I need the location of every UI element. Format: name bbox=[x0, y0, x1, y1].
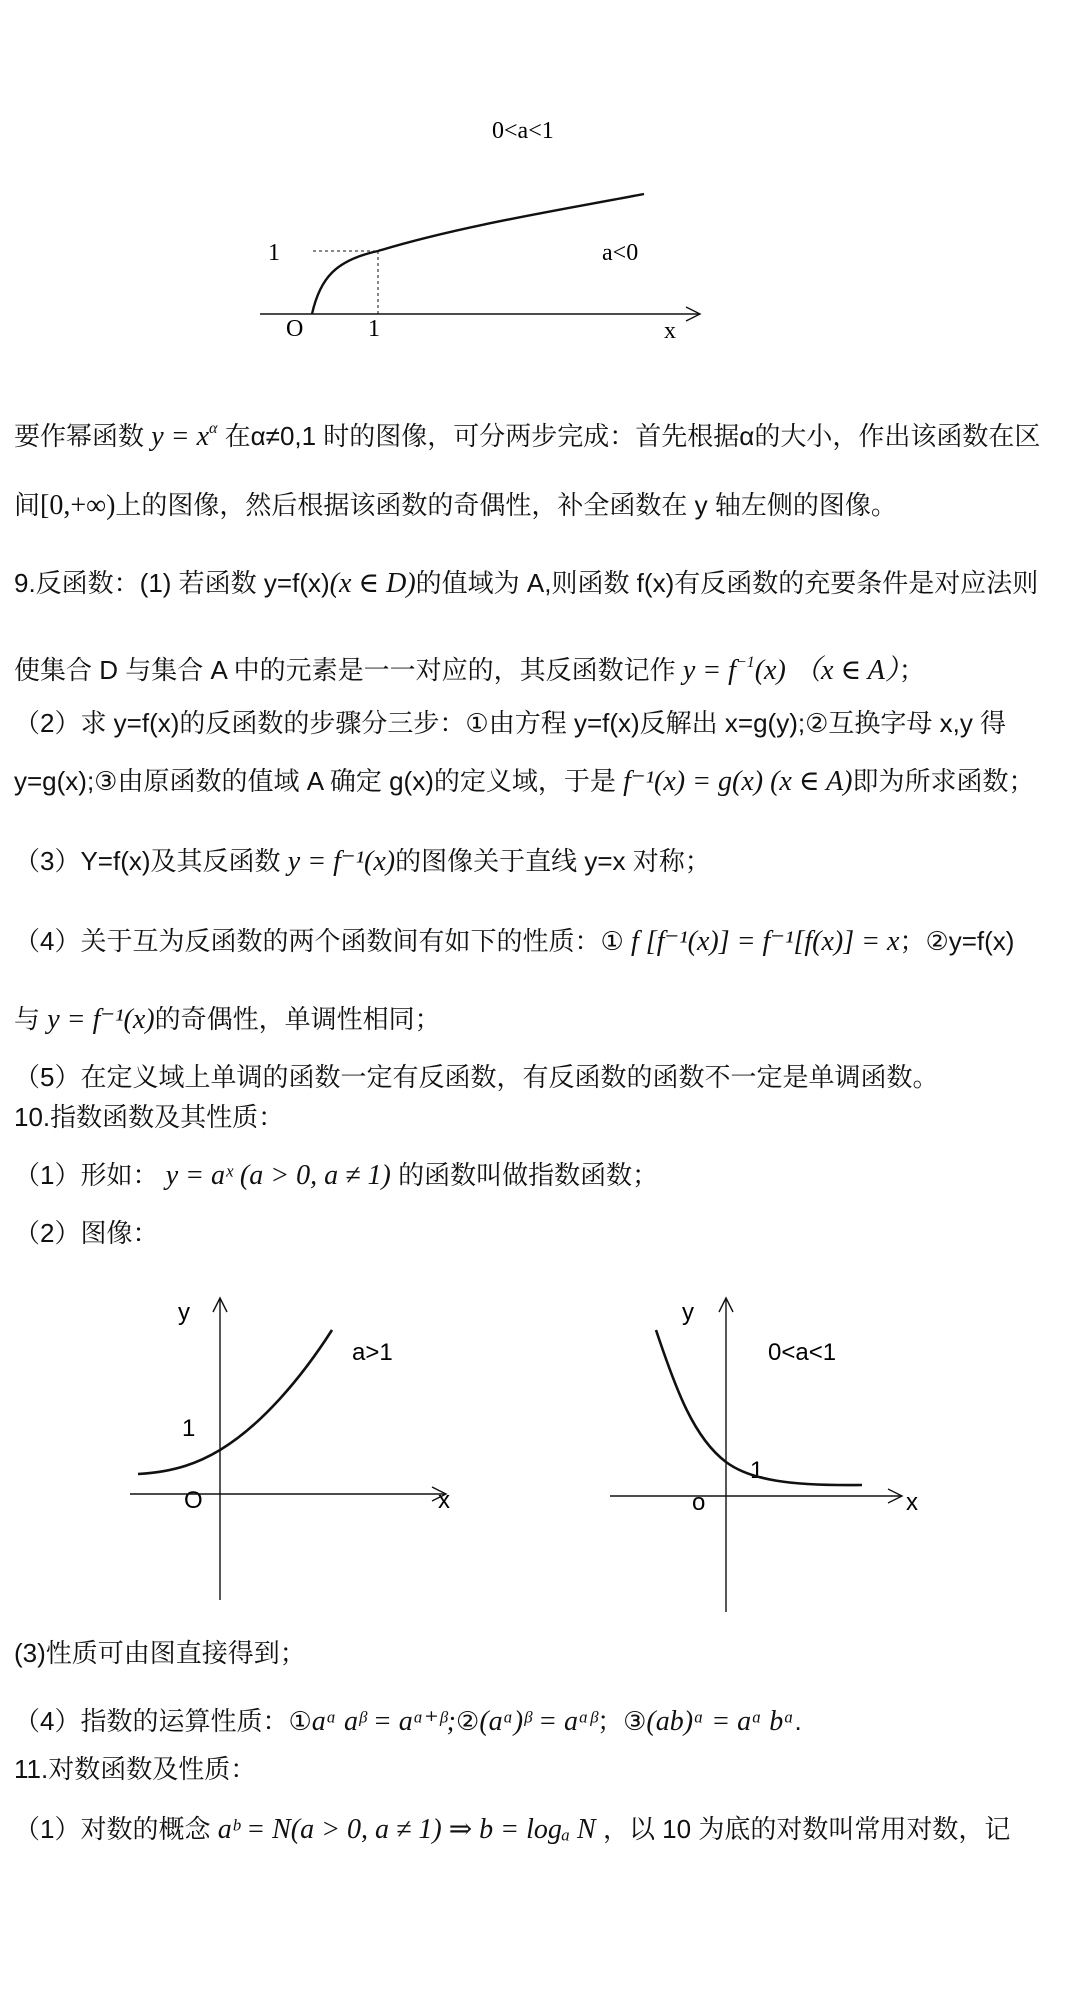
s9-line-4: y=g(x);③由原函数的值域 A 确定 g(x)的定义域，于是 f⁻¹(x) = g(x) (x ∈ A)即为所求函数； bbox=[14, 766, 1035, 797]
x-tick-one: 1 bbox=[368, 316, 380, 342]
condition-label: a>1 bbox=[352, 1339, 393, 1366]
exp-definition: y = aˣ (a > 0, a ≠ 1) bbox=[165, 1160, 391, 1191]
inverse-condition: （x ∈ A） bbox=[793, 655, 899, 686]
power-text-line-1: 要作幂函数 $y = x^\alpha$ 在α≠0,1 时的图像，可分两步完成：首先根据α的大小，作出该函数在区 bbox=[14, 420, 1041, 452]
s9-line-8: （5）在定义域上单调的函数一定有反函数，有反函数的函数不一定是单调函数。 bbox=[14, 1062, 939, 1092]
s10-line-1: （1）形如： y = aˣ (a > 0, a ≠ 1) 的函数叫做指数函数； bbox=[14, 1160, 659, 1191]
power-text-line-2: 间[0,+∞)上的图像，然后根据该函数的奇偶性，补全函数在 y 轴左侧的图像。 bbox=[14, 490, 897, 521]
composition-formula: f [f⁻¹(x)] = f⁻¹[f(x)] = x bbox=[631, 926, 900, 957]
origin-label: o bbox=[692, 1489, 706, 1516]
s10-line-4: （4）指数的运算性质：①aᵅ aᵝ = aᵅ⁺ᵝ;②(aᵅ)ᵝ = aᵅᵝ；③(ab)ᵅ = aᵅ bᵅ. bbox=[14, 1706, 802, 1737]
s9-line-5: （3）Y=f(x)及其反函数 y = f⁻¹(x)的图像关于直线 y=x 对称； bbox=[14, 846, 711, 877]
s9-line-6: （4）关于互为反函数的两个函数间有如下的性质：① f [f⁻¹(x)] = f⁻¹[f(x)] = x；②y=f(x) bbox=[14, 926, 1015, 957]
inverse-formula-3: y = f⁻¹(x) bbox=[47, 1004, 155, 1035]
log-definition: aᵇ = N(a > 0, a ≠ 1) ⇒ b = logₐ N bbox=[217, 1814, 596, 1845]
exp-rule-3: (ab)ᵅ = aᵅ bᵅ bbox=[646, 1706, 795, 1737]
condition-label: 0<a<1 bbox=[768, 1339, 837, 1366]
s9-line-1: 9.反函数：(1) 若函数 y=f(x)(x ∈ D)的值域为 A,则函数 f(x)有反函数的充要条件是对应法则 bbox=[14, 568, 1039, 599]
exp-graph-decay bbox=[590, 1290, 950, 1620]
x-axis-label: x bbox=[906, 1489, 918, 1516]
domain-formula: (x ∈ D) bbox=[329, 568, 416, 599]
y-axis-label: y bbox=[178, 1299, 190, 1326]
s9-line-7: 与 y = f⁻¹(x)的奇偶性，单调性相同； bbox=[14, 1004, 441, 1035]
y-axis-label: y bbox=[682, 1299, 694, 1326]
origin-label: O bbox=[286, 316, 304, 342]
growth-curve bbox=[138, 1330, 332, 1474]
s11-line-1: （1）对数的概念 aᵇ = N(a > 0, a ≠ 1) ⇒ b = logₐ N ，以 10 为底的对数叫常用对数，记 bbox=[14, 1814, 1011, 1845]
label-range: 0<a<1 bbox=[492, 118, 554, 144]
power-curve bbox=[312, 194, 644, 314]
power-function-figure bbox=[240, 108, 720, 348]
exp-graph-growth bbox=[120, 1290, 480, 1610]
g-formula: f⁻¹(x) = g(x) (x ∈ A) bbox=[623, 766, 853, 797]
exp-rule-2: (aᵅ)ᵝ = aᵅᵝ bbox=[479, 1706, 598, 1737]
s9-line-2: 使集合 D 与集合 A 中的元素是一一对应的，其反函数记作 $y = f^{-1}(x)$ （x ∈ A）； bbox=[14, 654, 925, 686]
power-formula: $y = x^\alpha$ bbox=[151, 420, 218, 452]
y-tick-one: 1 bbox=[268, 240, 280, 266]
label-negative: a<0 bbox=[602, 240, 639, 266]
x-axis-label: x bbox=[438, 1487, 450, 1514]
s11-title: 11.对数函数及性质： bbox=[14, 1754, 257, 1784]
s10-title: 10.指数函数及其性质： bbox=[14, 1102, 285, 1132]
origin-label: O bbox=[184, 1487, 203, 1514]
s10-line-3: (3)性质可由图直接得到； bbox=[14, 1638, 306, 1668]
inverse-formula: $y = f^{-1}(x)$ bbox=[682, 654, 786, 686]
interval-formula: [0,+∞) bbox=[40, 490, 116, 521]
y-intercept-label: 1 bbox=[182, 1415, 196, 1442]
s9-line-3: （2）求 y=f(x)的反函数的步骤分三步：①由方程 y=f(x)反解出 x=g(y);②互换字母 x,y 得 bbox=[14, 708, 1007, 738]
inverse-formula-2: y = f⁻¹(x) bbox=[287, 846, 396, 877]
x-axis-label: x bbox=[664, 318, 676, 344]
y-intercept-label: 1 bbox=[750, 1457, 764, 1484]
s10-line-2: （2）图像： bbox=[14, 1218, 159, 1248]
exp-rule-1: aᵅ aᵝ = aᵅ⁺ᵝ; bbox=[311, 1706, 457, 1737]
